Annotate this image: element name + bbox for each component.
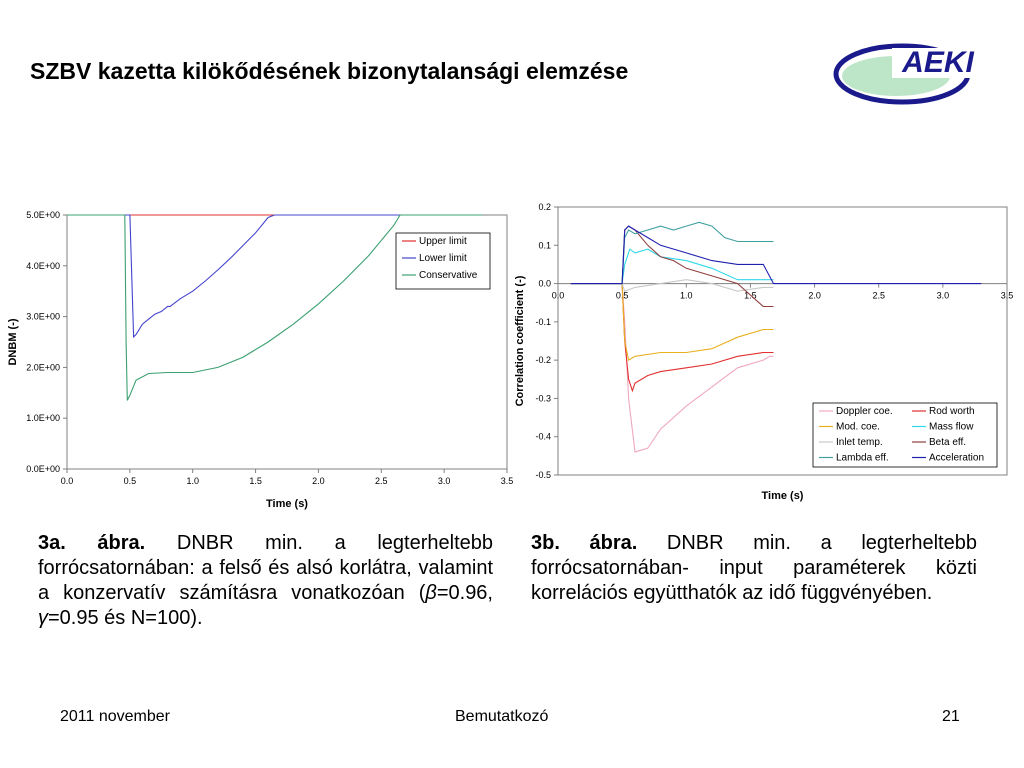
x-tick-label: 3.0 xyxy=(437,476,451,486)
x-tick-label: 3.5 xyxy=(1000,290,1014,301)
legend-label: Beta eff. xyxy=(929,437,967,448)
y-tick-label: 0.0 xyxy=(538,278,551,289)
caption-3a xyxy=(38,531,493,631)
x-tick-label: 3.5 xyxy=(500,476,514,486)
x-tick-label: 1.5 xyxy=(249,476,262,486)
chart-dnbm xyxy=(0,195,518,520)
slide-title: SZBV kazetta kilökődésének bizonytalansági elemzése xyxy=(30,58,629,84)
y-tick-label: 0.2 xyxy=(538,202,551,212)
y-tick-label: -0.3 xyxy=(535,393,551,404)
logo-text: AEKI xyxy=(902,46,974,79)
y-tick-label: 5.0E+00 xyxy=(26,210,60,220)
legend-label: Lower limit xyxy=(419,253,467,264)
y-tick-label: 2.0E+00 xyxy=(26,362,60,373)
legend-label: Upper limit xyxy=(419,236,467,247)
caption-3b-text: DNBR min. a legterheltebb forrócsatornában- input paraméterek közti korrelációs együtthatók az idő függvényében. xyxy=(531,532,977,604)
caption-3a-text-1: DNBR min. a legterheltebb forrócsatornában: a felső és alsó korlátra, valamint a konzervatív számításra vonatkozóan ( xyxy=(38,532,493,604)
x-tick-label: 1.0 xyxy=(186,476,199,486)
x-tick-label: 3.0 xyxy=(936,290,950,301)
y-tick-label: -0.4 xyxy=(535,431,551,442)
aeki-logo xyxy=(830,40,990,106)
y-tick-label: -0.1 xyxy=(535,316,551,327)
y-axis-label: Correlation coefficient (-) xyxy=(514,275,526,407)
chart-correlation xyxy=(508,195,1020,513)
legend-label: Acceleration xyxy=(929,452,985,464)
legend-label: Doppler coe. xyxy=(836,406,893,417)
x-tick-label: 2.0 xyxy=(312,476,325,486)
x-axis-label: Time (s) xyxy=(266,498,308,510)
x-tick-label: 2.5 xyxy=(872,290,885,301)
y-tick-label: 4.0E+00 xyxy=(26,260,60,271)
caption-3a-beta: β xyxy=(425,582,437,604)
x-axis-label: Time (s) xyxy=(761,490,804,502)
x-tick-label: 1.5 xyxy=(744,290,757,301)
legend-label: Mod. coe. xyxy=(836,421,880,433)
y-tick-label: 0.1 xyxy=(538,240,551,251)
caption-3b-label: 3b. ábra. xyxy=(531,532,638,554)
x-tick-label: 1.0 xyxy=(680,290,693,301)
caption-3a-text-2: =0.96, xyxy=(436,582,493,604)
x-tick-label: 0.5 xyxy=(123,476,137,486)
legend-label: Conservative xyxy=(419,270,478,281)
y-tick-label: 1.0E+00 xyxy=(26,413,60,424)
y-tick-label: 0.0E+00 xyxy=(26,464,60,474)
footer-center: Bemutatkozó xyxy=(455,708,549,725)
caption-3a-text-3: =0.95 és N=100). xyxy=(48,607,203,629)
y-tick-label: -0.5 xyxy=(535,470,551,480)
legend-label: Mass flow xyxy=(929,421,974,433)
x-tick-label: 0.5 xyxy=(615,290,629,301)
legend-label: Inlet temp. xyxy=(836,437,883,448)
footer-date: 2011 november xyxy=(60,708,170,725)
x-tick-label: 2.0 xyxy=(808,290,821,301)
y-tick-label: 3.0E+00 xyxy=(26,311,60,322)
legend-label: Rod worth xyxy=(929,406,975,417)
legend-label: Lambda eff. xyxy=(836,452,889,464)
x-tick-label: 0.0 xyxy=(551,290,565,301)
x-tick-label: 0.0 xyxy=(60,476,74,486)
caption-3b xyxy=(531,531,977,606)
caption-3a-gamma: γ xyxy=(38,607,48,629)
footer-page-number: 21 xyxy=(942,708,960,725)
x-tick-label: 2.5 xyxy=(375,476,388,486)
y-tick-label: -0.2 xyxy=(535,355,551,366)
caption-3a-label: 3a. ábra. xyxy=(38,532,146,554)
y-axis-label: DNBM (-) xyxy=(7,318,19,366)
